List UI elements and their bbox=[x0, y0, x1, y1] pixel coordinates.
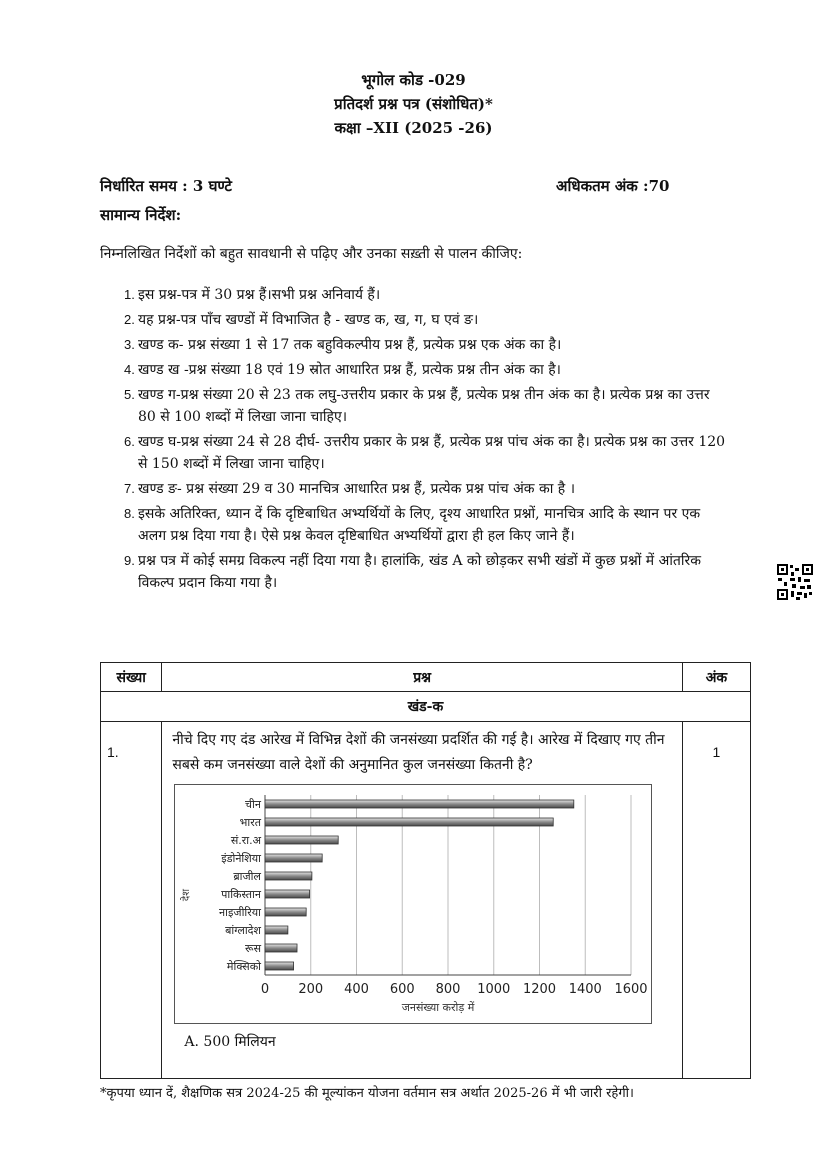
instruction-text: खण्ड ख -प्रश्न संख्या 18 एवं 19 स्रोत आधारित प्रश्न हैं, प्रत्येक प्रश्न तीन अंक का है। bbox=[138, 362, 561, 378]
col-question-header: प्रश्न bbox=[162, 663, 682, 692]
instruction-number: 1. bbox=[124, 287, 135, 302]
instruction-text: इस प्रश्न-पत्र में 30 प्रश्न हैं।सभी प्रश्न अनिवार्य हैं। bbox=[138, 287, 381, 303]
instruction-number: 7. bbox=[124, 481, 135, 496]
section-title: खंड-क bbox=[101, 692, 751, 722]
question-text: नीचे दिए गए दंड आरेख में विभिन्न देशों की जनसंख्या प्रदर्शित की गई है। आरेख में दिखाए गए तीन सबसे कम जनसंख्या वाले देशों की अनुमानित कुल जनसंख्या कितनी है? bbox=[172, 732, 665, 773]
table-header-row bbox=[101, 663, 751, 692]
instruction-number: 3. bbox=[124, 337, 135, 352]
question-table bbox=[100, 662, 751, 1079]
instruction-text: खण्ड ङ- प्रश्न संख्या 29 व 30 मानचित्र आधारित प्रश्न हैं, प्रत्येक प्रश्न पांच अंक का है । bbox=[138, 481, 576, 497]
x-tick-label: 1200 bbox=[523, 982, 557, 997]
instruction-number: 2. bbox=[124, 312, 135, 327]
instruction-number: 8. bbox=[124, 506, 135, 521]
footnote: *कृपया ध्यान दें, शैक्षणिक सत्र 2024-25 की मूल्यांकन योजना वर्तमान सत्र अर्थात 2025-26 में भी जारी रहेगी। bbox=[100, 1086, 634, 1101]
instructions-intro: निम्नलिखित निर्देशों को बहुत सावधानी से पढ़िए और उनका सख़्ती से पालन कीजिए: bbox=[100, 246, 523, 262]
category-label: भारत bbox=[240, 816, 262, 829]
qr-code-graphic bbox=[776, 563, 814, 601]
category-label: पाकिस्तान bbox=[221, 888, 262, 901]
instruction-text: इसके अतिरिक्त, ध्यान दें कि दृष्टिबाधित अभ्यर्थियों के लिए, दृश्य आधारित प्रश्नों, मानचित्र आदि के स्थान पर एक अलग प्रश्न दिया गया है। ऐसे प्रश्न केवल दृष्टिबाधित अभ्यर्थियों द्वारा ही हल किए जाने हैं। bbox=[138, 506, 701, 544]
x-tick-label: 600 bbox=[390, 982, 416, 997]
instruction-number: 5. bbox=[124, 387, 135, 402]
instruction-number: 6. bbox=[124, 434, 135, 449]
qr-code bbox=[776, 563, 814, 601]
instruction-number: 4. bbox=[124, 362, 135, 377]
x-tick-label: 1000 bbox=[477, 982, 511, 997]
instruction-item bbox=[108, 309, 728, 331]
col-number-header: संख्या bbox=[101, 663, 162, 692]
x-tick-label: 0 bbox=[261, 982, 270, 997]
bar bbox=[265, 818, 553, 826]
bar bbox=[265, 926, 288, 934]
x-axis-label: जनसंख्या करोड़ में bbox=[402, 1001, 475, 1014]
y-axis-label: देश bbox=[181, 888, 193, 902]
bar-chart-svg bbox=[175, 785, 651, 1023]
bar bbox=[265, 854, 322, 862]
bar bbox=[265, 890, 310, 898]
category-label: नाइजीरिया bbox=[219, 906, 262, 919]
category-label: बांग्लादेश bbox=[225, 924, 262, 937]
instruction-item bbox=[108, 550, 728, 594]
question-cell bbox=[162, 722, 682, 1079]
class-line: कक्षा –XII (2025 -26) bbox=[334, 119, 493, 137]
bar-chart bbox=[174, 784, 652, 1024]
question-number: 1. bbox=[101, 722, 162, 1079]
bar bbox=[265, 962, 294, 970]
question-marks: 1 bbox=[682, 722, 750, 1079]
bar bbox=[265, 908, 306, 916]
instruction-text: खण्ड घ-प्रश्न संख्या 24 से 28 दीर्घ- उत्तरीय प्रकार के प्रश्न हैं, प्रत्येक प्रश्न पांच अंक का है। प्रत्येक प्रश्न का उत्तर 120 से 150 शब्दों में लिखा जाना चाहिए। bbox=[138, 434, 726, 472]
x-tick-label: 1400 bbox=[569, 982, 603, 997]
instruction-text: प्रश्न पत्र में कोई समग्र विकल्प नहीं दिया गया है। हालांकि, खंड A को छोड़कर सभी खंडों में कुछ प्रश्नों में आंतरिक विकल्प प्रदान किया गया है। bbox=[138, 553, 702, 591]
question-row bbox=[101, 722, 751, 1079]
instruction-text: यह प्रश्न-पत्र पाँच खण्डों में विभाजित है - खण्ड क, ख, ग, घ एवं ङ। bbox=[138, 312, 479, 328]
x-tick-label: 800 bbox=[435, 982, 461, 997]
instruction-text: खण्ड ग-प्रश्न संख्या 20 से 23 तक लघु-उत्तरीय प्रकार के प्रश्न हैं, प्रत्येक प्रश्न तीन अंक का है। प्रत्येक प्रश्न का उत्तर 80 से 100 शब्दों में लिखा जाना चाहिए। bbox=[138, 387, 710, 425]
instruction-text: खण्ड क- प्रश्न संख्या 1 से 17 तक बहुविकल्पीय प्रश्न हैं, प्रत्येक प्रश्न एक अंक का है। bbox=[138, 337, 562, 353]
bar bbox=[265, 872, 312, 880]
subject-code: भूगोल कोड -029 bbox=[361, 71, 466, 89]
category-label: रूस bbox=[245, 942, 262, 955]
instruction-item bbox=[108, 431, 728, 475]
instruction-item bbox=[108, 478, 728, 500]
category-label: सं.रा.अ bbox=[231, 834, 262, 847]
bar bbox=[265, 944, 297, 952]
instruction-item bbox=[108, 334, 728, 356]
instruction-item bbox=[108, 384, 728, 428]
x-tick-label: 400 bbox=[344, 982, 370, 997]
instruction-item bbox=[108, 284, 728, 306]
x-tick-label: 1600 bbox=[614, 982, 648, 997]
max-marks: अधिकतम अंक :70 bbox=[556, 177, 670, 195]
instructions-list bbox=[108, 284, 728, 597]
instruction-item bbox=[108, 503, 728, 547]
paper-title: प्रतिदर्श प्रश्न पत्र (संशोधित)* bbox=[334, 95, 493, 113]
instruction-number: 9. bbox=[124, 553, 135, 568]
bar bbox=[265, 800, 574, 808]
category-label: चीन bbox=[245, 798, 262, 811]
category-label: इंडोनेशिया bbox=[221, 852, 262, 865]
col-marks-header: अंक bbox=[682, 663, 750, 692]
category-label: मेक्सिको bbox=[227, 960, 262, 973]
x-tick-label: 200 bbox=[298, 982, 324, 997]
general-instructions-heading: सामान्य निर्देश: bbox=[100, 206, 182, 224]
bar bbox=[265, 836, 338, 844]
option-a[interactable]: A. 500 मिलियन bbox=[184, 1034, 276, 1050]
section-row bbox=[101, 692, 751, 722]
time-allowed: निर्धारित समय : 3 घण्टे bbox=[100, 177, 232, 195]
instruction-item bbox=[108, 359, 728, 381]
category-label: ब्राजील bbox=[233, 870, 262, 883]
